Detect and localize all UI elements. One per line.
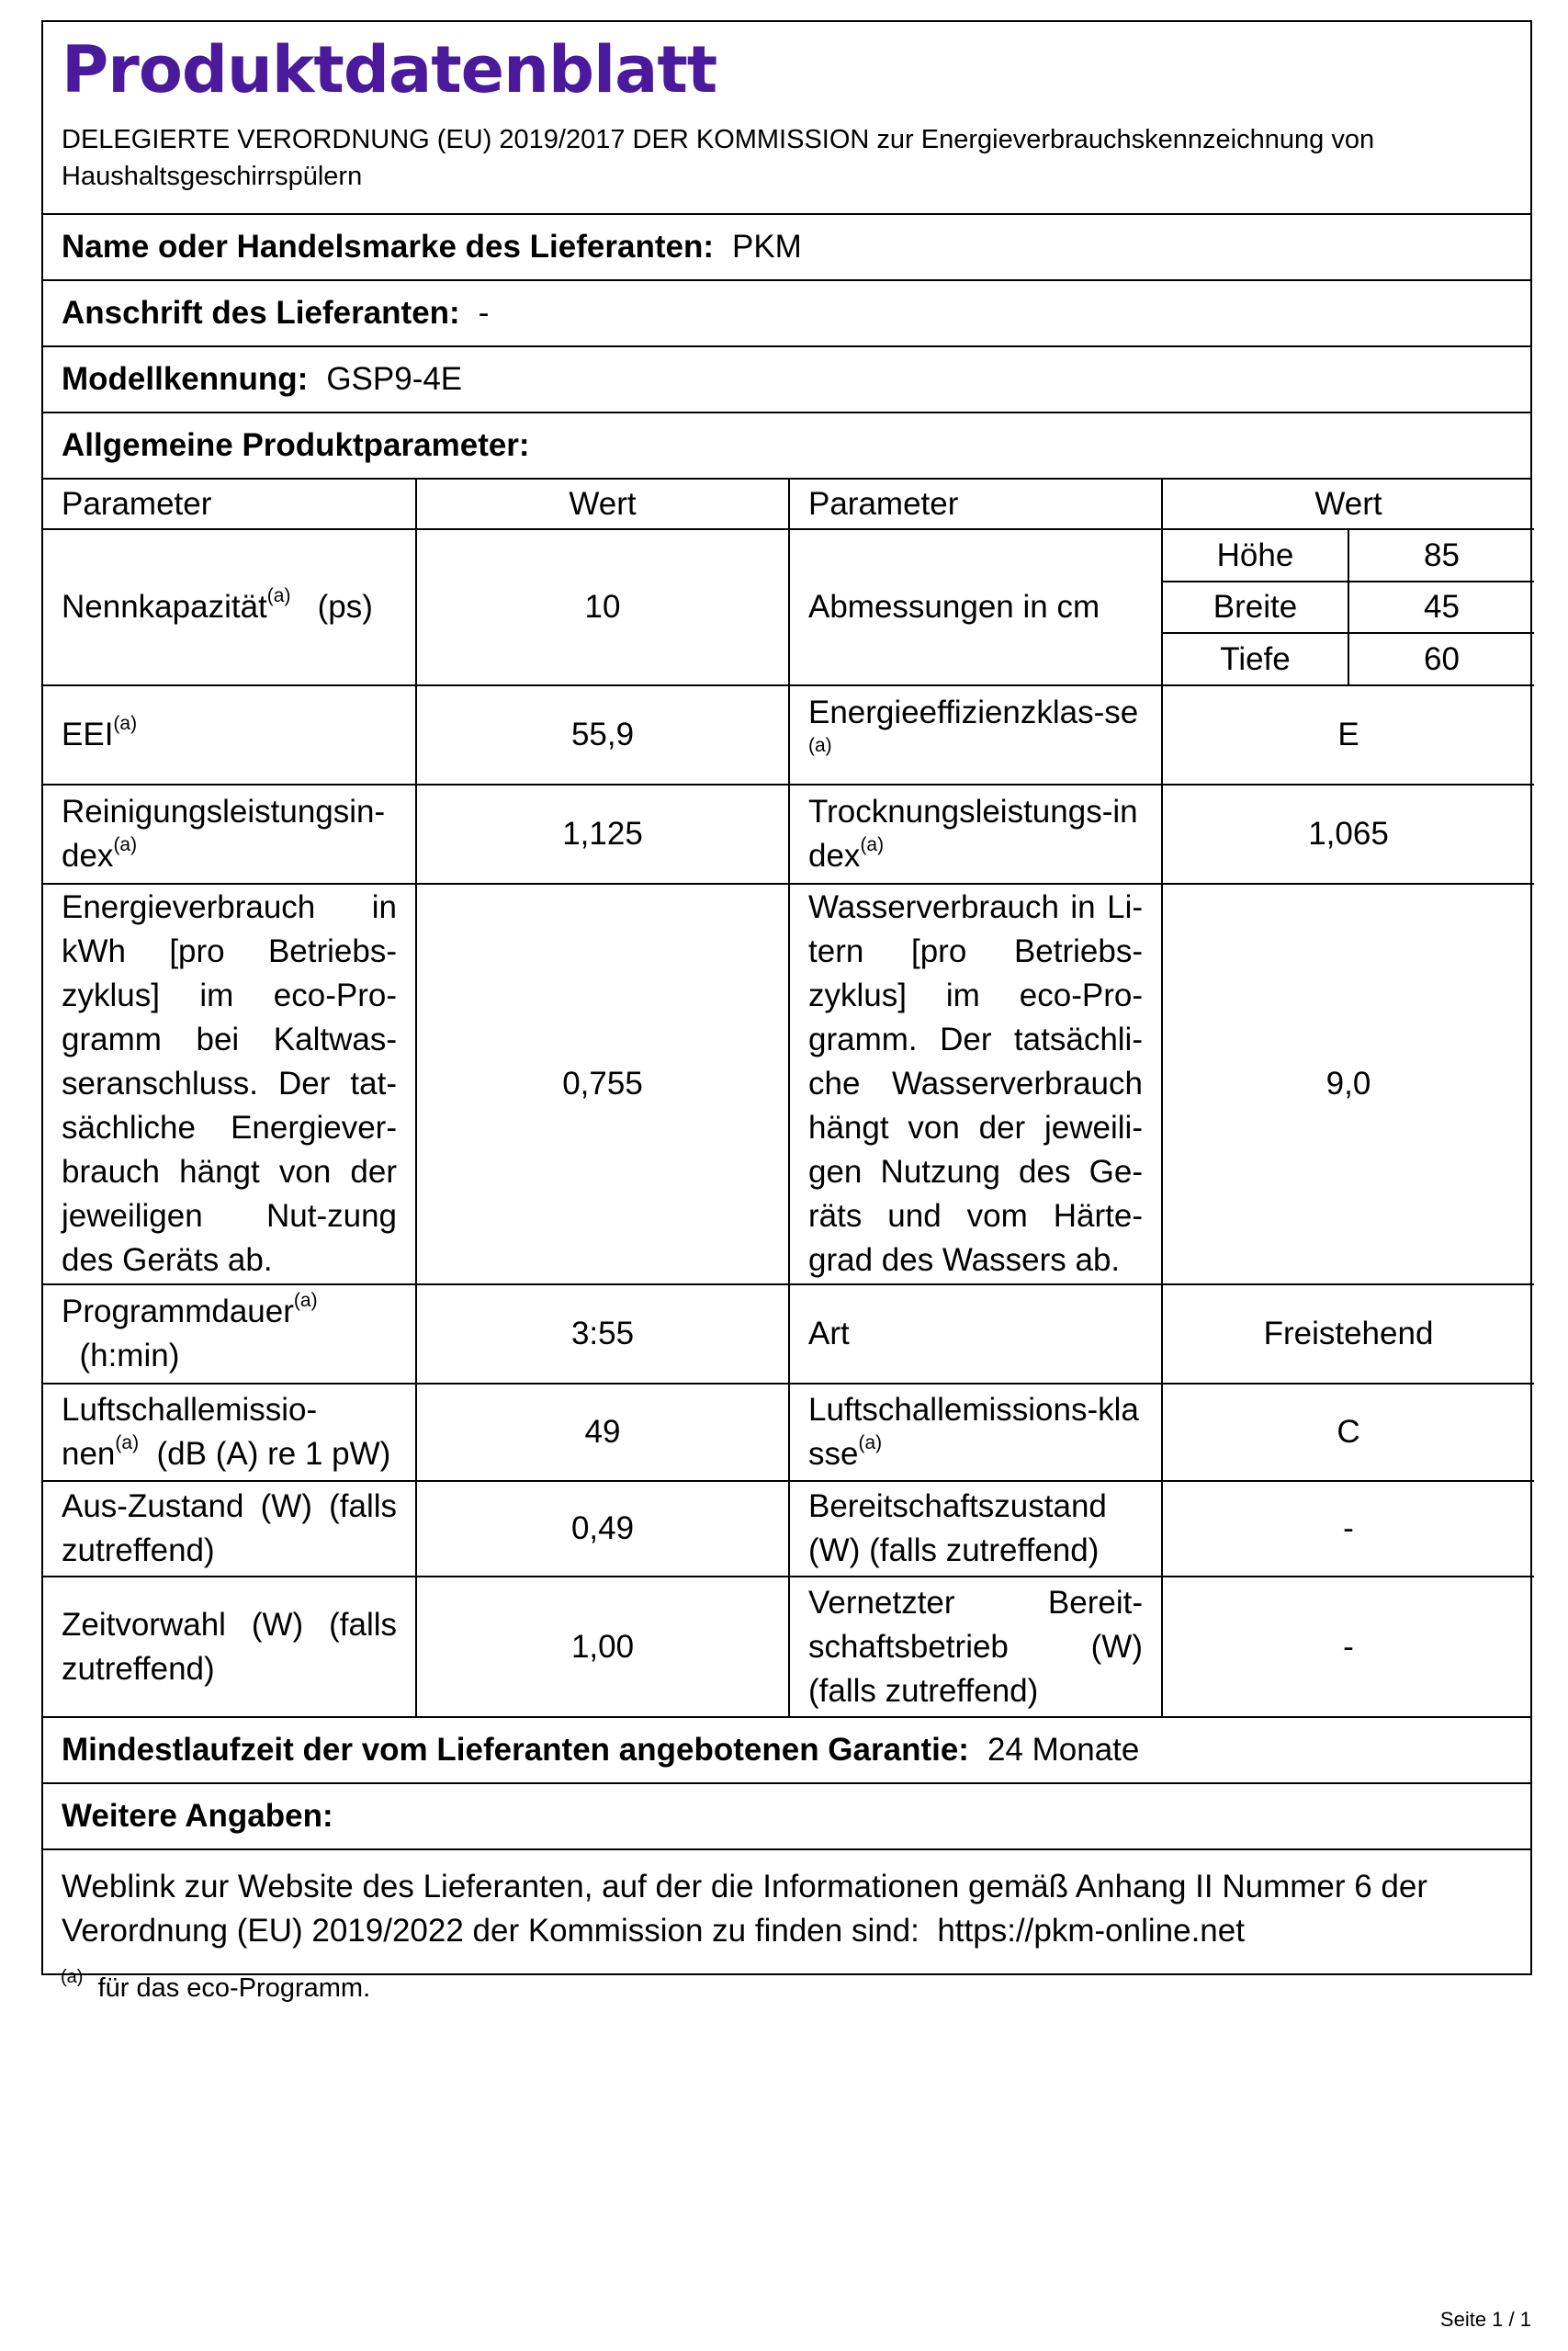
footnote-marker: (a)	[61, 1967, 84, 1988]
header-parameter-1: Parameter	[43, 480, 416, 529]
capacity-unit: (ps)	[317, 589, 373, 625]
table-row	[43, 1577, 1534, 1716]
capacity-label: Nennkapazität	[62, 589, 267, 625]
footnote-mark: (a)	[115, 1432, 140, 1454]
depth-label: Tiefe	[1163, 633, 1348, 684]
noise-label-b: nen	[62, 1436, 116, 1472]
table-row	[43, 529, 1534, 685]
type-value: Freistehend	[1162, 1284, 1534, 1384]
table-row	[43, 1481, 1534, 1577]
duration-unit: (h:min)	[79, 1338, 180, 1373]
footnote-mark: (a)	[113, 834, 138, 856]
networked-standby-label: Vernetzter Bereit-schaftsbetrieb (W) (falls zutreffend)	[789, 1577, 1162, 1716]
duration-label-cell	[43, 1284, 416, 1384]
footnote-text: für das eco-Programm.	[97, 1973, 371, 2003]
page-title: Produktdatenblatt	[62, 32, 717, 107]
dimensions-cell	[1162, 529, 1534, 685]
address-label: Anschrift des Lieferanten:	[62, 295, 460, 331]
noise-value: 49	[416, 1384, 789, 1481]
delay-start-label: Zeitvorwahl (W) (falls zutreffend)	[43, 1577, 416, 1716]
depth-value: 60	[1348, 633, 1534, 684]
eei-label: EEI	[62, 717, 114, 752]
address-value: -	[478, 295, 490, 331]
table-row	[43, 1384, 1534, 1481]
additional-info-row	[43, 1784, 1530, 1850]
product-data-sheet	[41, 20, 1532, 1975]
footnote-mark: (a)	[113, 713, 138, 735]
water-consumption-value: 9,0	[1162, 884, 1534, 1284]
model-value: GSP9-4E	[326, 361, 463, 397]
noise-label-cell	[43, 1384, 416, 1481]
noise-class-label-cell	[789, 1384, 1162, 1481]
duration-label: Programmdauer	[62, 1294, 294, 1329]
footnote-mark: (a)	[293, 1290, 318, 1312]
supplier-row	[43, 215, 1530, 281]
width-value: 45	[1348, 582, 1534, 633]
standby-label: Bereitschaftszustand (W) (falls zutreffend)	[789, 1481, 1162, 1577]
page-number: Seite 1 / 1	[1439, 2308, 1531, 2331]
table-row	[43, 1284, 1534, 1384]
general-params-label: Allgemeine Produktparameter:	[62, 427, 530, 463]
type-label: Art	[789, 1284, 1162, 1384]
drying-label: Trocknungsleistungs-index	[808, 794, 1138, 874]
regulation-subtitle: DELEGIERTE VERORDNUNG (EU) 2019/2017 DER KOMMISSION zur Energieverbrauchskennzeichnung von Haushaltsgeschirrspülern	[62, 125, 1375, 191]
cleaning-label-cell	[43, 785, 416, 884]
duration-value: 3:55	[416, 1284, 789, 1384]
drying-label-cell	[789, 785, 1162, 884]
general-params-row	[43, 413, 1530, 480]
water-consumption-label: Wasserverbrauch in Li-tern [pro Betriebs-zyklus] im eco-Pro-gramm. Der tatsächli-che Wasserverbrauch hängt von der jeweili-gen Nutzung des Ge-räts und vom Härte-grad des Wassers ab.	[789, 884, 1162, 1284]
noise-class-label: Luftschallemissions-klasse	[808, 1392, 1139, 1472]
height-label: Höhe	[1163, 530, 1348, 582]
noise-unit: (dB (A) re 1 pW)	[156, 1436, 391, 1472]
header-value-1: Wert	[416, 480, 789, 529]
footnote-mark: (a)	[266, 585, 291, 607]
header-parameter-2: Parameter	[789, 480, 1162, 529]
table-row	[43, 685, 1534, 785]
guarantee-label: Mindestlaufzeit der vom Lieferanten angebotenen Garantie:	[62, 1732, 969, 1768]
height-value: 85	[1348, 530, 1534, 582]
address-row	[43, 281, 1530, 347]
eei-value: 55,9	[416, 685, 789, 785]
footnote-mark: (a)	[808, 735, 832, 757]
model-row	[43, 347, 1530, 413]
guarantee-row	[43, 1718, 1530, 1784]
table-row	[43, 785, 1534, 884]
capacity-label-cell	[43, 529, 416, 685]
parameter-table	[43, 480, 1534, 1716]
energy-class-label: Energieeffizienzklas-se	[808, 695, 1139, 730]
off-mode-label: Aus-Zustand (W) (falls zutreffend)	[43, 1481, 416, 1577]
delay-start-value: 1,00	[416, 1577, 789, 1716]
model-label: Modellkennung:	[62, 361, 309, 397]
header-value-2: Wert	[1162, 480, 1534, 529]
footnote-mark: (a)	[860, 834, 885, 856]
sheet-header	[43, 22, 1530, 215]
capacity-value: 10	[416, 529, 789, 685]
energy-class-value: E	[1162, 685, 1534, 785]
standby-value: -	[1162, 1481, 1534, 1577]
footnote	[61, 1967, 371, 2004]
energy-consumption-value: 0,755	[416, 884, 789, 1284]
weblink-row	[43, 1850, 1530, 1973]
eei-label-cell	[43, 685, 416, 785]
networked-standby-value: -	[1162, 1577, 1534, 1716]
supplier-label: Name oder Handelsmarke des Lieferanten:	[62, 229, 714, 265]
supplier-value: PKM	[731, 229, 802, 265]
additional-info-label: Weitere Angaben:	[62, 1798, 333, 1834]
cleaning-label: Reinigungsleistungsin-dex	[62, 794, 386, 874]
noise-label-a: Luftschallemissio-	[62, 1392, 318, 1428]
weblink-url[interactable]: https://pkm-online.net	[937, 1913, 1245, 1949]
width-label: Breite	[1163, 582, 1348, 633]
energy-consumption-label: Energieverbrauch in kWh [pro Betriebs-zyklus] im eco-Pro-gramm bei Kaltwas-seranschluss. Der tat-sächliche Energiever-brauch hängt von der jeweiligen Nut-zung des Geräts ab.	[43, 884, 416, 1284]
off-mode-value: 0,49	[416, 1481, 789, 1577]
energy-class-label-cell	[789, 685, 1162, 785]
dimensions-subtable	[1163, 530, 1534, 684]
guarantee-value: 24 Monate	[987, 1732, 1140, 1768]
cleaning-value: 1,125	[416, 785, 789, 884]
table-row	[43, 884, 1534, 1284]
weblink-text: Weblink zur Website des Lieferanten, auf der die Informationen gemäß Anhang II Nummer 6 der Verordnung (EU) 2019/2022 der Kommission zu finden sind:	[62, 1869, 1428, 1949]
drying-value: 1,065	[1162, 785, 1534, 884]
parameter-table-wrapper	[43, 480, 1530, 1718]
dimensions-label: Abmessungen in cm	[789, 529, 1162, 685]
table-header-row	[43, 480, 1534, 529]
footnote-mark: (a)	[858, 1432, 883, 1454]
noise-class-value: C	[1162, 1384, 1534, 1481]
